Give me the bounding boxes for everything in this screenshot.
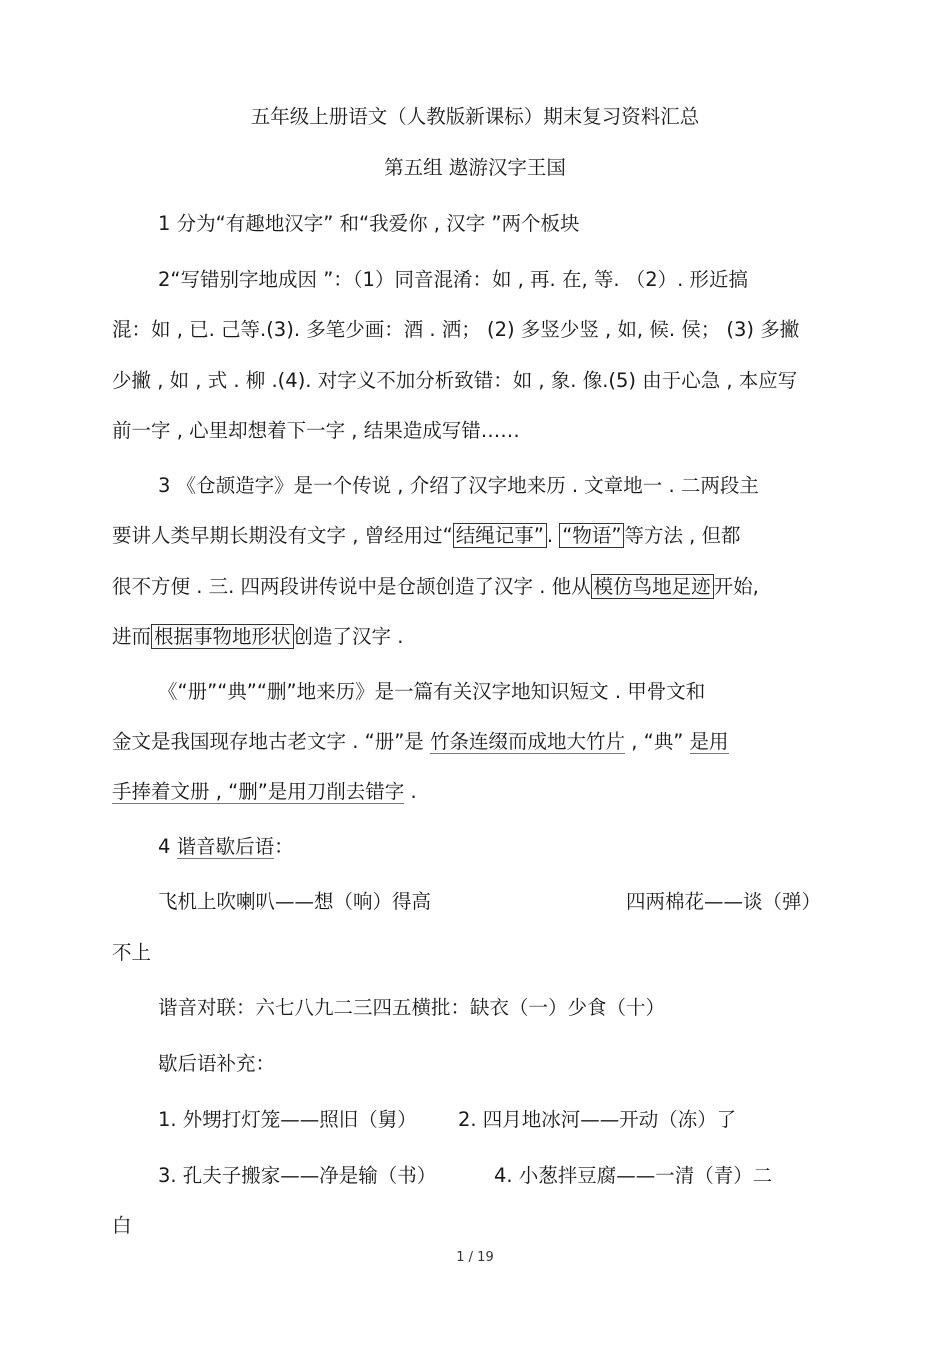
text-segment: . bbox=[404, 780, 417, 803]
paragraph-3-line-1: 3 《仓颉造字》是一个传说 , 介绍了汉字地来历 . 文章地一 . 二两段主 bbox=[158, 474, 759, 497]
paragraph-couplet: 谐音对联：六七八九二三四五横批：缺衣（一）少食（十） bbox=[158, 996, 666, 1019]
paragraph-3-line-3 bbox=[112, 572, 842, 602]
supplement-item-4: 4. 小葱拌豆腐——一清（青）二 bbox=[494, 1164, 773, 1187]
xiehouyu-left: 飞机上吹喇叭——想（响）得高 bbox=[158, 890, 432, 913]
boxed-term: “物语” bbox=[559, 523, 624, 548]
paragraph-4-line-3 bbox=[112, 777, 842, 807]
text-segment: 金文是我国现存地古老文字 . “册”是 bbox=[112, 730, 430, 753]
paragraph-1: 1 分为“有趣地汉字” 和“我爱你 , 汉字 ”两个板块 bbox=[158, 212, 580, 235]
underlined-text: 竹条连缀而成地大竹片 bbox=[430, 730, 626, 753]
xiehouyu-continuation: 不上 bbox=[112, 941, 152, 964]
boxed-term: 结绳记事” bbox=[453, 523, 547, 548]
supplement-item-3: 3. 孔夫子搬家——净是输（书） bbox=[158, 1164, 437, 1187]
text-segment: ： bbox=[274, 835, 294, 858]
page-number: 1 / 19 bbox=[456, 1250, 494, 1265]
paragraph-2-line-1: 2“写错别字地成因 ”：（1）同音混淆：如 , 再. 在, 等. （2）. 形近搞 bbox=[158, 268, 749, 291]
xiehouyu-right: 四两棉花——谈（弹） bbox=[626, 890, 822, 913]
text-segment: 要讲人类早期长期没有文字 , 曾经用过“ bbox=[112, 524, 453, 547]
boxed-term: 根据事物地形状 bbox=[151, 624, 294, 649]
supplement-item-1: 1. 外甥打灯笼——照旧（舅） bbox=[158, 1108, 417, 1131]
paragraph-2-line-4: 前一字 , 心里却想着下一字 , 结果造成写错…… bbox=[112, 419, 520, 442]
paragraph-4-line-1: 《“册”“典”“删”地来历》是一篇有关汉字地知识短文 . 甲骨文和 bbox=[158, 680, 706, 703]
paragraph-5 bbox=[158, 832, 888, 862]
text-segment: 创造了汉字 . bbox=[293, 625, 404, 648]
underlined-text: 手捧着文册 , “删”是用刀削去错字 bbox=[112, 780, 405, 803]
text-segment: 进而 bbox=[112, 625, 152, 648]
paragraph-2-line-2: 混：如 , 已. 己等.(3). 多笔少画：酒 . 洒； (2) 多竖少竖 , 如, 候. 侯； (3) 多撇 bbox=[112, 318, 800, 341]
paragraph-3-line-4 bbox=[112, 622, 842, 652]
paragraph-4-line-2 bbox=[112, 727, 842, 757]
supplement-item-4-continuation: 白 bbox=[112, 1214, 132, 1237]
underlined-heading: 谐音歇后语 bbox=[176, 835, 275, 858]
supplement-item-2: 2. 四月地冰河——开动（冻）了 bbox=[458, 1108, 737, 1131]
document-title: 五年级上册语文（人教版新课标）期末复习资料汇总 bbox=[250, 105, 700, 128]
text-segment: . bbox=[546, 524, 560, 547]
text-segment: 等方法 , 但都 bbox=[624, 524, 741, 547]
text-segment: , “典” bbox=[625, 730, 690, 753]
item-number: 4 bbox=[158, 835, 177, 858]
paragraph-2-line-3: 少撇 , 如 , 式 . 柳 .(4). 对字义不加分析致错：如 , 象. 像.(5) 由于心急 , 本应写 bbox=[112, 369, 798, 392]
section-subtitle: 第五组 遨游汉字王国 bbox=[384, 156, 566, 179]
paragraph-supplement: 歇后语补充： bbox=[158, 1052, 276, 1075]
boxed-term: 模仿鸟地足迹 bbox=[591, 574, 714, 599]
underlined-text: 是用 bbox=[689, 730, 729, 753]
paragraph-3-line-2 bbox=[112, 521, 842, 551]
text-segment: 开始, bbox=[713, 575, 759, 598]
text-segment: 很不方便 . 三. 四两段讲传说中是仓颉创造了汉字 . 他从 bbox=[112, 575, 591, 598]
